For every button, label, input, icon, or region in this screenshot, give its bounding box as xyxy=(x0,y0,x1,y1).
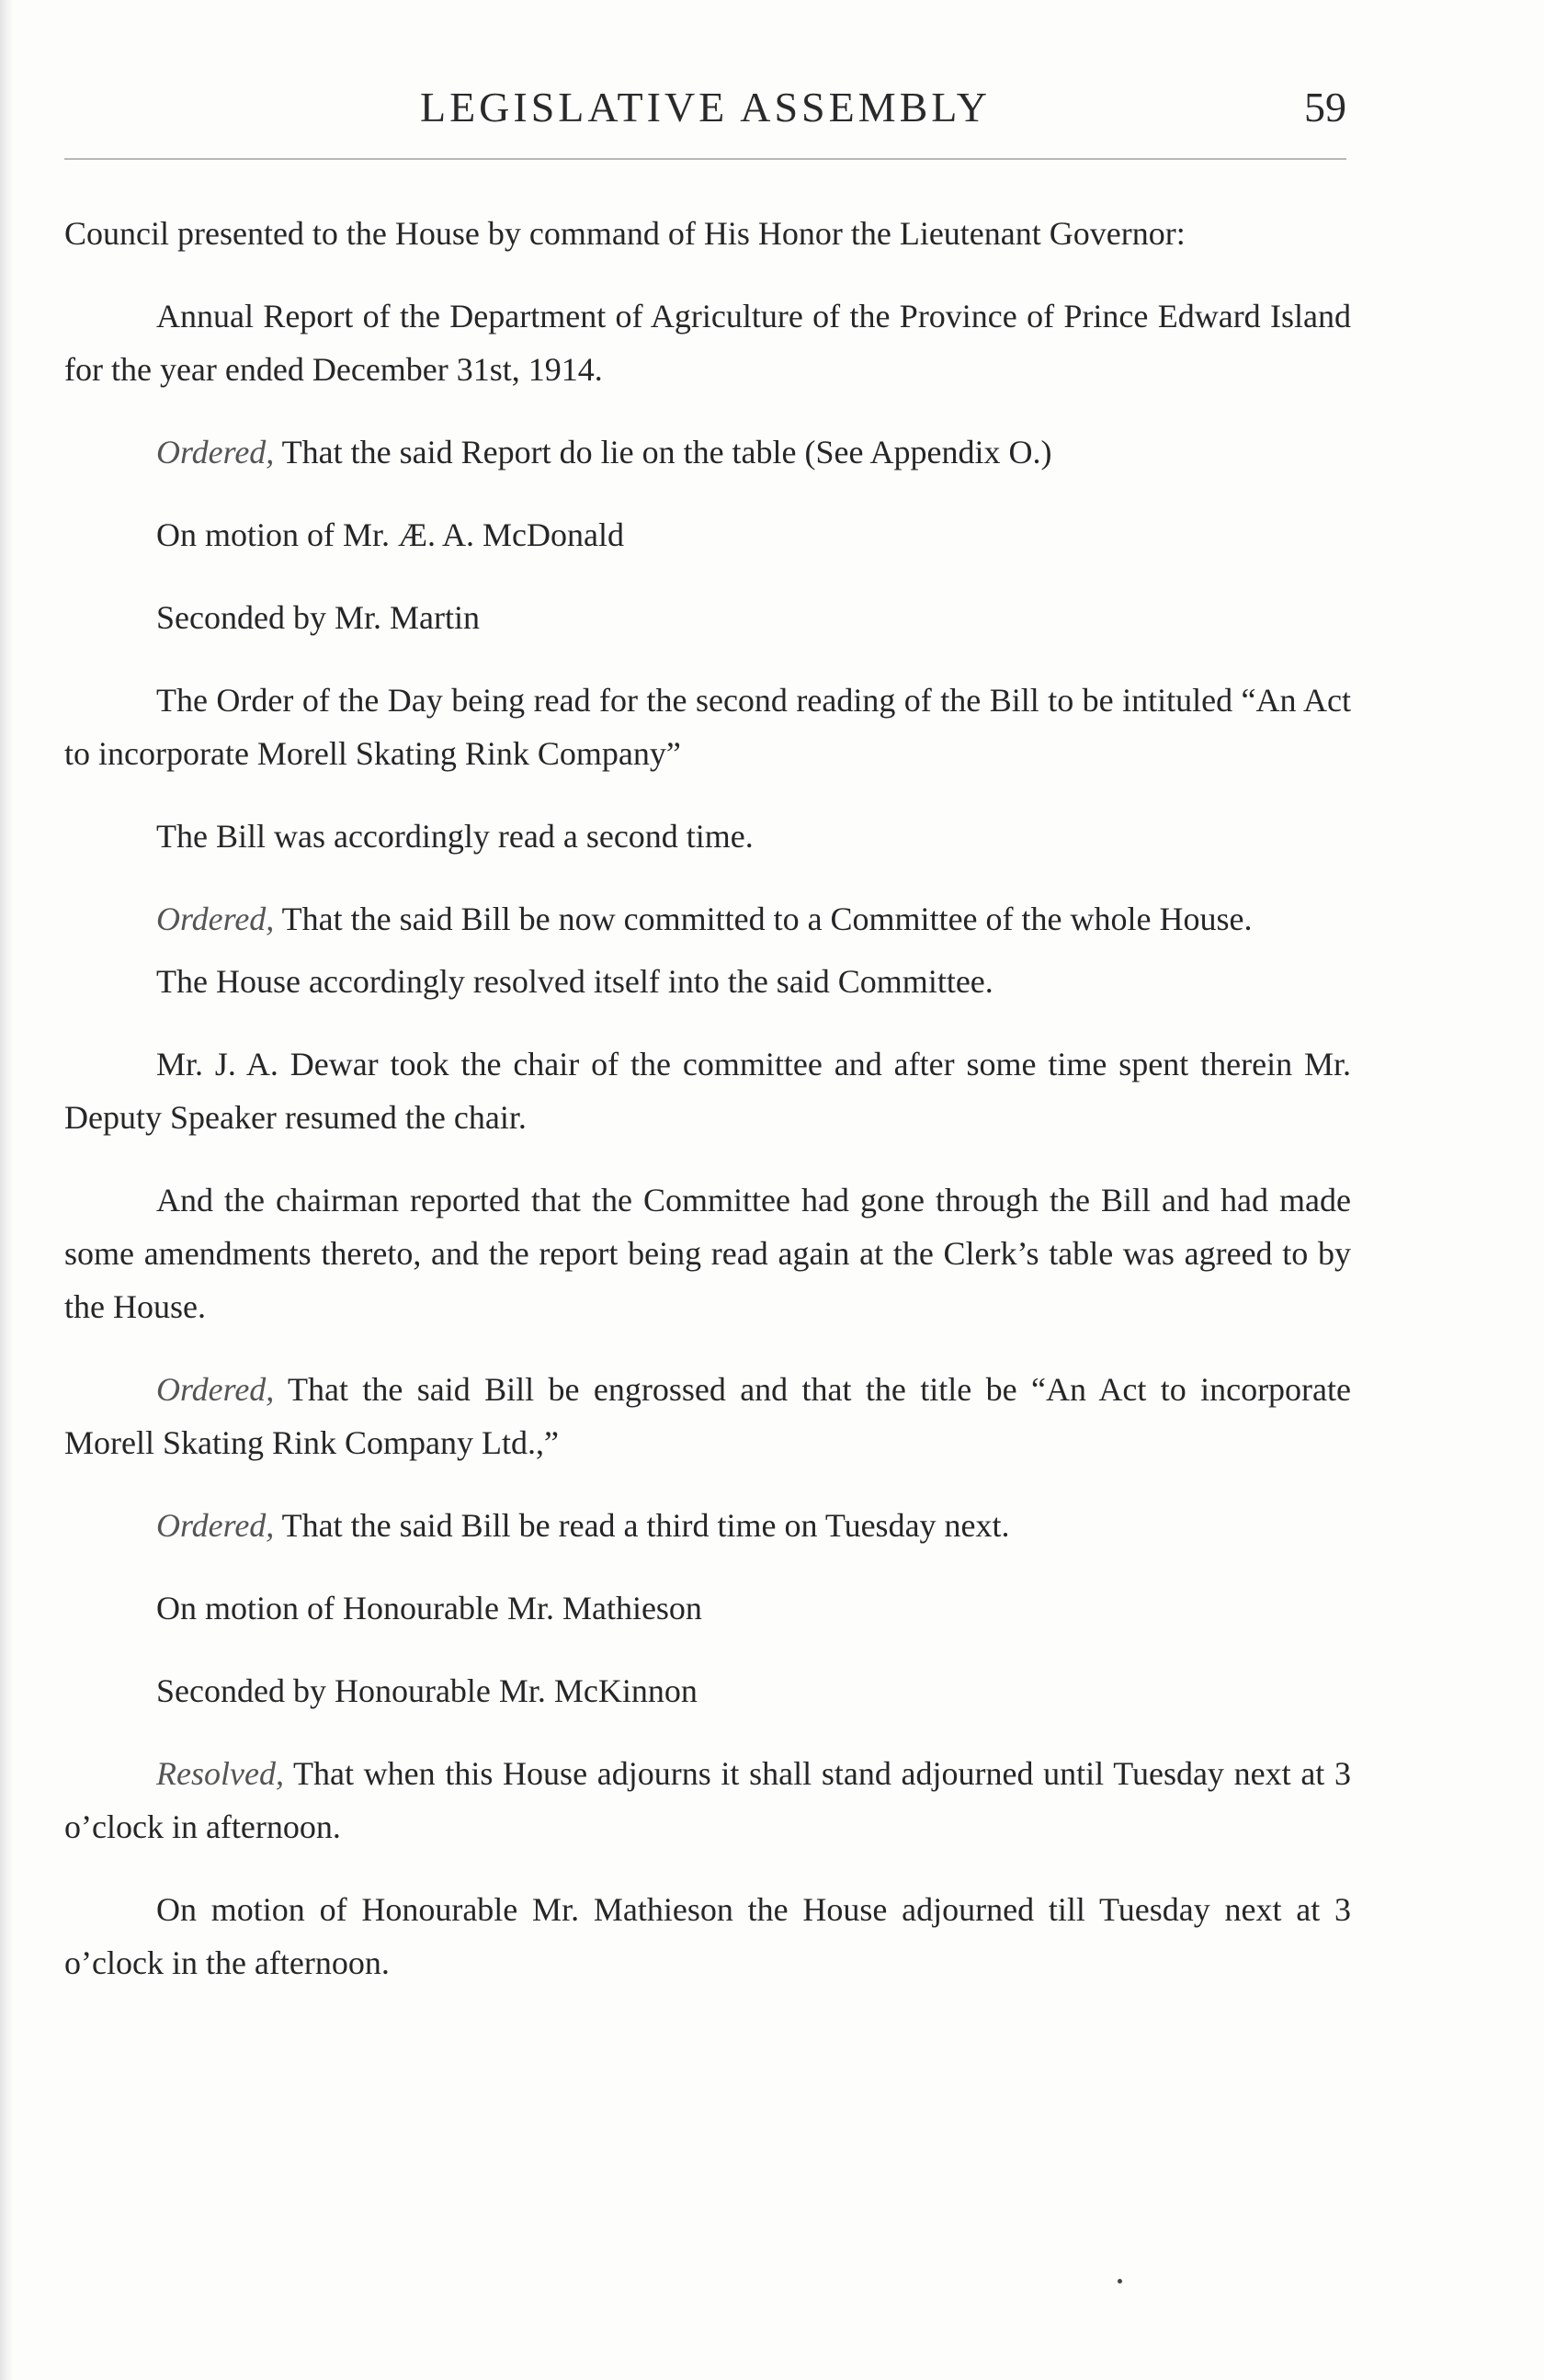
paragraph-seconded-mckinnon xyxy=(64,1664,1351,1717)
page-header xyxy=(64,83,1346,147)
paragraph-text: The Bill was accordingly read a second time. xyxy=(156,818,754,855)
paragraph-text: That the said Bill be read a third time on Tuesday next. xyxy=(274,1507,1010,1544)
paragraph-text: On motion of Mr. Æ. A. McDonald xyxy=(156,516,624,553)
paragraph-text: That when this House adjourns it shall stand adjourned until Tuesday next at 3 o’clock in afternoon. xyxy=(64,1755,1351,1845)
paragraph-lead: Resolved, xyxy=(156,1755,284,1792)
paragraph-text: The House accordingly resolved itself into the said Committee. xyxy=(156,963,993,1000)
paragraph-ordered-report xyxy=(64,425,1351,479)
paragraph-seconded-martin xyxy=(64,591,1351,644)
paragraph-resolved-adjourn xyxy=(64,1747,1351,1853)
paragraph-chairman-reported xyxy=(64,1173,1351,1333)
paragraph-text: On motion of Honourable Mr. Mathieson xyxy=(156,1590,702,1626)
paragraph-order-of-day xyxy=(64,674,1351,780)
paragraph-ordered-third-reading xyxy=(64,1499,1351,1552)
paragraph-ordered-engrossed xyxy=(64,1363,1351,1469)
paragraph-lead: Ordered, xyxy=(156,1371,275,1408)
paragraph-motion-mcdonald xyxy=(64,508,1351,561)
paragraph-motion-mathieson xyxy=(64,1581,1351,1635)
page-number: 59 xyxy=(1304,84,1346,130)
paragraph-dewar-chair xyxy=(64,1037,1351,1144)
paragraph-text: That the said Bill be now committed to a Committee of the whole House. xyxy=(274,901,1253,937)
paragraph-ordered-committee xyxy=(64,892,1351,946)
paragraph-lead: Ordered, xyxy=(156,1507,275,1544)
paragraph-lead: Ordered, xyxy=(156,434,275,470)
paragraph-text: Seconded by Mr. Martin xyxy=(156,599,480,636)
paragraph-text: And the chairman reported that the Committee had gone through the Bill and had made some amendments thereto, and the report being read again at the Clerk’s table was agreed to by the House. xyxy=(64,1182,1351,1325)
header-rule xyxy=(64,158,1346,160)
paragraph-second-reading xyxy=(64,810,1351,863)
paragraph-text: Council presented to the House by command of His Honor the Lieutenant Governor: xyxy=(64,215,1186,252)
paragraph-text: That the said Bill be engrossed and that the title be “An Act to incorporate Morell Skating Rink Company Ltd.,” xyxy=(64,1371,1351,1461)
paragraph-text: On motion of Honourable Mr. Mathieson the House adjourned till Tuesday next at 3 o’clock in the afternoon. xyxy=(64,1891,1351,1981)
paragraph-house-adjourned xyxy=(64,1883,1351,1989)
paragraph-text: Seconded by Honourable Mr. McKinnon xyxy=(156,1672,698,1709)
paragraph-house-resolved xyxy=(64,955,1351,1008)
paragraph-text: Mr. J. A. Dewar took the chair of the committee and after some time spent therein Mr. Deputy Speaker resumed the chair. xyxy=(64,1046,1351,1136)
scan-edge-shadow xyxy=(0,0,13,2380)
body-text xyxy=(64,207,1351,2019)
paragraph-text: The Order of the Day being read for the second reading of the Bill to be intituled “An Act to incorporate Morell Skating Rink Company” xyxy=(64,682,1351,772)
ink-speck xyxy=(1118,2279,1122,2284)
paragraph-council-presented xyxy=(64,207,1351,260)
paragraph-text: That the said Report do lie on the table (See Appendix O.) xyxy=(274,434,1052,470)
running-title: LEGISLATIVE ASSEMBLY xyxy=(419,84,992,130)
paragraph-lead: Ordered, xyxy=(156,901,275,937)
paragraph-annual-report xyxy=(64,289,1351,396)
paragraph-text: Annual Report of the Department of Agriculture of the Province of Prince Edward Island for the year ended December 31st, 1914. xyxy=(64,298,1351,388)
